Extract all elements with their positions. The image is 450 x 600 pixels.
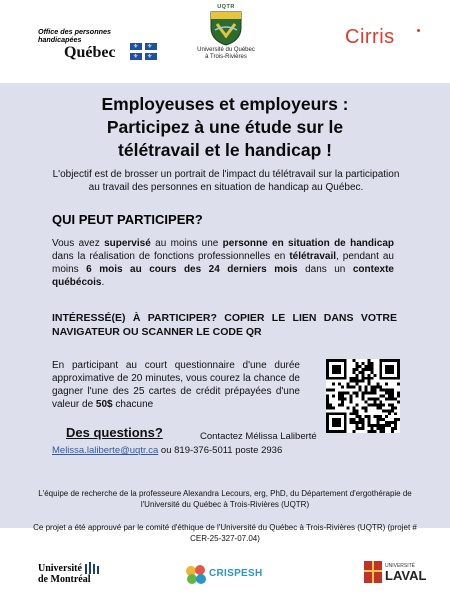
- crispesh-logo: [185, 562, 265, 588]
- ethics-approval-text: Ce projet a été approuvé par le comité d'éthique de l'Université du Québec à Trois-Rivières (UQTR) (projet # CER-25-327-07.04): [33, 523, 417, 543]
- survey-qr-code[interactable]: [326, 359, 400, 433]
- laval-small: UNIVERSITÉ: [385, 563, 416, 569]
- uqtr-tag: UQTR: [217, 4, 235, 10]
- questions-heading: Des questions?: [66, 425, 163, 440]
- title-line2: Participez à une étude sur le: [106, 117, 344, 137]
- ophq-line1: Office des personnes: [38, 27, 111, 36]
- laval-logo: [364, 561, 427, 587]
- crispesh-mark-icon: [185, 564, 207, 586]
- cirris-logo: Cirris: [345, 26, 395, 48]
- udem-line2: de Montréal: [38, 574, 91, 585]
- contact-name: Contactez Mélissa Laliberté: [200, 431, 317, 442]
- ophq-logo: [38, 28, 158, 68]
- cirris-dot-icon: [417, 29, 420, 32]
- udem-line1: Université: [38, 563, 82, 574]
- uqtr-name: Université du Québec à Trois-Rivières: [197, 47, 255, 60]
- phone-text: ou 819-376-5011 poste 2936: [158, 445, 283, 456]
- intro-paragraph: L'objectif est de brosser un portrait de l'impact du télétravail sur la participation au travail des personnes en situation de handicap au Québec.: [52, 169, 400, 193]
- ophq-name: [38, 28, 118, 44]
- udem-mark-icon: [84, 560, 100, 576]
- title-line3: télétravail et le handicap !: [118, 140, 332, 160]
- contact-line: [52, 445, 282, 456]
- quebec-flag-icon: ⚜ ⚜ ⚜ ⚜: [130, 43, 157, 60]
- research-team-text: L'équipe de recherche de la professeure Alexandra Lecours, erg, PhD, du Département d'ergothérapie de l'Université du Québec à Trois-Rivières (UQTR): [38, 489, 412, 509]
- main-title: [20, 93, 430, 162]
- interest-callout: INTÉRESSÉ(E) À PARTICIPER? COPIER LE LIEN DANS VOTRE NAVIGATEUR OU SCANNER LE CODE QR: [52, 312, 397, 338]
- uqtr-crest-icon: [209, 10, 243, 46]
- prize-paragraph: En participant au court questionnaire d'une durée approximative de 20 minutes, vous courez la chance de gagner l'une des 25 cartes de crédit prépayées d'une valeur de 50$ chacune: [52, 360, 300, 410]
- ophq-quebec-wordmark: Québec: [64, 44, 116, 61]
- ophq-line2: handicapées: [38, 35, 82, 44]
- email-link[interactable]: Melissa.laliberte@uqtr.ca: [52, 445, 159, 456]
- who-can-participate-heading: QUI PEUT PARTICIPER?: [52, 212, 203, 227]
- title-line1: Employeuses et employeurs :: [101, 94, 349, 114]
- laval-shield-icon: [364, 561, 382, 583]
- laval-big: LAVAL: [385, 568, 427, 583]
- uqtr-logo: [178, 4, 274, 61]
- eligibility-paragraph: Vous avez supervisé au moins une personne en situation de handicap dans la réalisation de fonctions professionnelles en télétravail, pendant au moins 6 mois au cours des 24 derniers mois dans un contexte québécois.: [52, 238, 394, 288]
- crispesh-wordmark: CRISPESH: [209, 568, 263, 579]
